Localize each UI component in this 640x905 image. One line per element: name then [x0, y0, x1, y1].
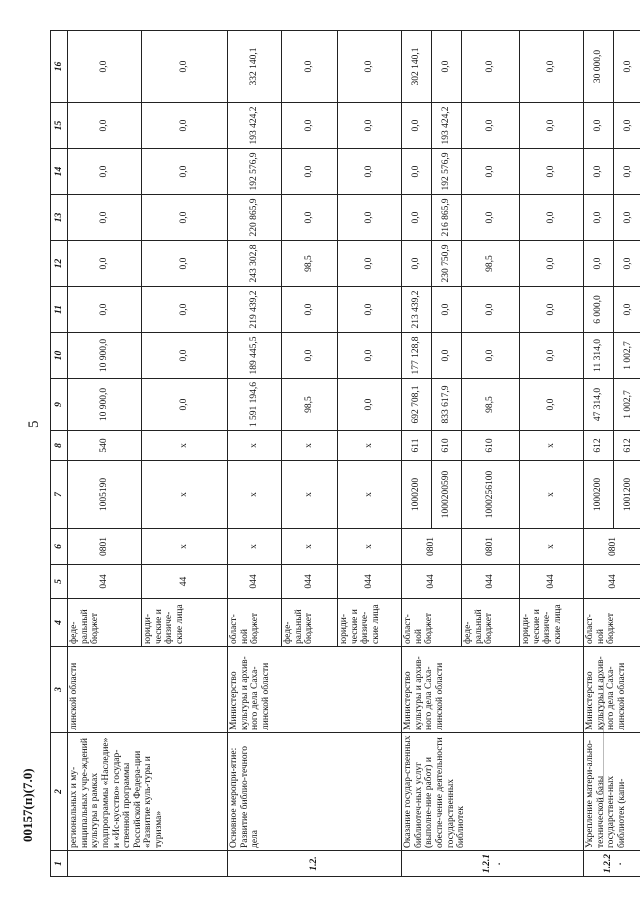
cell: 44 — [142, 565, 228, 599]
budget-table-rotated — [50, 31, 640, 877]
page-number: 5 — [26, 420, 42, 428]
cell: 0,0 — [432, 31, 462, 103]
cell: 0,0 — [282, 287, 338, 333]
cell: 0,0 — [520, 287, 584, 333]
cell: х — [228, 529, 282, 565]
cell-number: 1.2. — [228, 851, 402, 877]
cell: 0,0 — [142, 195, 228, 241]
cell: 98,5 — [462, 241, 520, 287]
cell: 0,0 — [338, 103, 402, 149]
cell: 0,0 — [338, 149, 402, 195]
cell: 1001200 — [614, 461, 640, 529]
cell: 302 140,1 — [402, 31, 432, 103]
cell: 0,0 — [68, 31, 142, 103]
cell: 0,0 — [432, 333, 462, 379]
cell: х — [142, 431, 228, 461]
cell: 0,0 — [584, 149, 614, 195]
cell: 177 128,8 — [402, 333, 432, 379]
cell: 0,0 — [584, 241, 614, 287]
cell: 0,0 — [68, 149, 142, 195]
cell: 044 — [338, 565, 402, 599]
cell: 0,0 — [584, 103, 614, 149]
cell: 0,0 — [462, 333, 520, 379]
cell: 0,0 — [282, 103, 338, 149]
cell: 213 439,2 — [402, 287, 432, 333]
cell: х — [142, 529, 228, 565]
cell: 0,0 — [282, 333, 338, 379]
cell: 0801 — [68, 529, 142, 565]
cell: 833 617,9 — [432, 379, 462, 431]
cell: х — [338, 529, 402, 565]
cell-executor: Министерство культуры и архив-ного дела Саха-линской области — [402, 647, 584, 733]
cell: 0,0 — [68, 103, 142, 149]
cell: 0,0 — [402, 103, 432, 149]
cell-event-name: Оказание государ-ственных библиотеч-ных услуг (выполне-ние работ) и обеспе-чение деятельности государственных библиотек — [402, 733, 584, 851]
cell: 1000200 — [584, 461, 614, 529]
cell: 0,0 — [462, 149, 520, 195]
cell: 1 002,7 — [614, 379, 640, 431]
header-cell: 13 — [51, 195, 68, 241]
header-cell: 7 — [51, 461, 68, 529]
cell: 0801 — [584, 529, 640, 565]
cell: 0,0 — [520, 31, 584, 103]
cell: 0,0 — [614, 287, 640, 333]
header-cell: 6 — [51, 529, 68, 565]
cell: 0,0 — [142, 333, 228, 379]
cell: 0,0 — [338, 241, 402, 287]
cell: 0801 — [402, 529, 462, 565]
cell: 044 — [402, 565, 462, 599]
cell: 1005190 — [68, 461, 142, 529]
cell: 243 302,8 — [228, 241, 282, 287]
cell: 0,0 — [68, 287, 142, 333]
cell: 0,0 — [142, 103, 228, 149]
cell: 0,0 — [282, 195, 338, 241]
cell: 192 576,9 — [228, 149, 282, 195]
header-cell: 1 — [51, 851, 68, 877]
cell: 230 750,9 — [432, 241, 462, 287]
cell: 610 — [462, 431, 520, 461]
cell-source: феде-ральный бюджет — [282, 599, 338, 647]
cell: х — [228, 461, 282, 529]
cell: 192 576,9 — [432, 149, 462, 195]
cell: 6 000,0 — [584, 287, 614, 333]
cell: 98,5 — [462, 379, 520, 431]
cell: 0,0 — [462, 195, 520, 241]
cell: х — [282, 431, 338, 461]
header-row — [51, 31, 68, 877]
cell: 0,0 — [338, 195, 402, 241]
cell: 193 424,2 — [432, 103, 462, 149]
table-row — [68, 31, 142, 877]
cell: 1000200590 — [432, 461, 462, 529]
cell: 044 — [228, 565, 282, 599]
cell: 0,0 — [614, 103, 640, 149]
header-cell: 12 — [51, 241, 68, 287]
cell: 98,5 — [282, 241, 338, 287]
cell: 0,0 — [520, 195, 584, 241]
cell-source: област-ной бюджет — [228, 599, 282, 647]
table-row — [402, 31, 432, 877]
cell: х — [520, 529, 584, 565]
cell: 612 — [614, 431, 640, 461]
cell: 0,0 — [142, 149, 228, 195]
cell: 193 424,2 — [228, 103, 282, 149]
cell: 220 865,9 — [228, 195, 282, 241]
cell: 10 900,0 — [68, 379, 142, 431]
cell-executor: Министерство культуры и архив-ного дела Саха-линской области — [228, 647, 402, 733]
cell: 0,0 — [614, 195, 640, 241]
cell: 0,0 — [432, 287, 462, 333]
cell-executor: Министерство культуры и архив-ного дела Саха-линской области — [584, 647, 640, 733]
cell-source: юриди-ческие и физиче-ские лица — [142, 599, 228, 647]
cell: 0,0 — [520, 149, 584, 195]
cell-event-name: Основное меропри-ятие: Развитие библио-течного дела — [228, 733, 402, 851]
cell: х — [338, 461, 402, 529]
cell-source: област-ной бюджет — [402, 599, 462, 647]
cell: х — [520, 461, 584, 529]
cell: 0,0 — [142, 379, 228, 431]
cell: 044 — [520, 565, 584, 599]
cell: 0,0 — [282, 31, 338, 103]
header-cell: 16 — [51, 31, 68, 103]
cell: х — [520, 431, 584, 461]
cell: 0,0 — [462, 103, 520, 149]
cell-source: феде-ральный бюджет — [462, 599, 520, 647]
cell: 30 000,0 — [584, 31, 614, 103]
cell: 692 708,1 — [402, 379, 432, 431]
header-cell: 3 — [51, 647, 68, 733]
cell-executor: линской области — [68, 647, 228, 733]
cell: 0,0 — [614, 149, 640, 195]
cell: 0,0 — [402, 195, 432, 241]
cell: 0,0 — [520, 241, 584, 287]
table-row — [228, 31, 282, 877]
cell-source: юриди-ческие и физиче-ские лица — [520, 599, 584, 647]
cell-event-name: региональных и му-ниципальных учре-ждений культуры в рамках подпрограммы «Наследие» и «Ис-кусство» государ-ственной программы Российской Федера-ции «Развитие куль-туры и туризма» — [68, 733, 228, 851]
header-cell: 4 — [51, 599, 68, 647]
cell: 0,0 — [402, 149, 432, 195]
cell: 044 — [462, 565, 520, 599]
cell: 219 439,2 — [228, 287, 282, 333]
cell: 0,0 — [520, 333, 584, 379]
cell: 0,0 — [282, 149, 338, 195]
table-row — [584, 31, 614, 877]
cell: 0,0 — [338, 287, 402, 333]
cell: х — [282, 529, 338, 565]
cell: х — [228, 431, 282, 461]
header-cell: 8 — [51, 431, 68, 461]
cell-source: област-ной бюджет — [584, 599, 640, 647]
header-cell: 2 — [51, 733, 68, 851]
cell: 10 900,0 — [68, 333, 142, 379]
cell: 0,0 — [614, 31, 640, 103]
cell: 47 314,0 — [584, 379, 614, 431]
cell-number — [68, 851, 228, 877]
cell: 1000256100 — [462, 461, 520, 529]
cell: 610 — [432, 431, 462, 461]
header-cell: 10 — [51, 333, 68, 379]
cell: 0,0 — [462, 287, 520, 333]
cell: 0,0 — [68, 195, 142, 241]
cell: 98,5 — [282, 379, 338, 431]
cell: 0801 — [462, 529, 520, 565]
cell: 611 — [402, 431, 432, 461]
cell: 0,0 — [338, 379, 402, 431]
cell: 0,0 — [584, 195, 614, 241]
cell: 0,0 — [520, 103, 584, 149]
cell-event-name: Укрепление матери-ально-технической базы государствен-ных библиотек (капи- — [584, 733, 640, 851]
cell: 0,0 — [462, 31, 520, 103]
cell: 0,0 — [614, 241, 640, 287]
cell-number: 1.2.1. — [402, 851, 584, 877]
cell: 044 — [584, 565, 640, 599]
header-cell: 15 — [51, 103, 68, 149]
header-cell: 11 — [51, 287, 68, 333]
header-cell: 14 — [51, 149, 68, 195]
cell: 044 — [68, 565, 142, 599]
cell: 0,0 — [142, 241, 228, 287]
cell-source: феде-ральный бюджет — [68, 599, 142, 647]
cell: 216 865,9 — [432, 195, 462, 241]
document-code: 00157(п)(7.0) — [20, 768, 35, 842]
budget-table — [50, 30, 640, 877]
cell: 0,0 — [68, 241, 142, 287]
cell: 1 591 194,6 — [228, 379, 282, 431]
cell: 0,0 — [142, 287, 228, 333]
cell: 0,0 — [338, 31, 402, 103]
cell: х — [338, 431, 402, 461]
cell: х — [142, 461, 228, 529]
cell: 0,0 — [338, 333, 402, 379]
cell: 332 140,1 — [228, 31, 282, 103]
cell: 0,0 — [402, 241, 432, 287]
cell-number: 1.2.2. — [584, 851, 640, 877]
header-cell: 9 — [51, 379, 68, 431]
cell: 612 — [584, 431, 614, 461]
header-cell: 5 — [51, 565, 68, 599]
cell: 0,0 — [142, 31, 228, 103]
cell: 540 — [68, 431, 142, 461]
cell: 0,0 — [520, 379, 584, 431]
cell: 1 002,7 — [614, 333, 640, 379]
cell-source: юриди-ческие и физиче-ские лица — [338, 599, 402, 647]
cell: 1000200 — [402, 461, 432, 529]
cell: 044 — [282, 565, 338, 599]
cell: 11 314,0 — [584, 333, 614, 379]
cell: 189 445,5 — [228, 333, 282, 379]
cell: х — [282, 461, 338, 529]
